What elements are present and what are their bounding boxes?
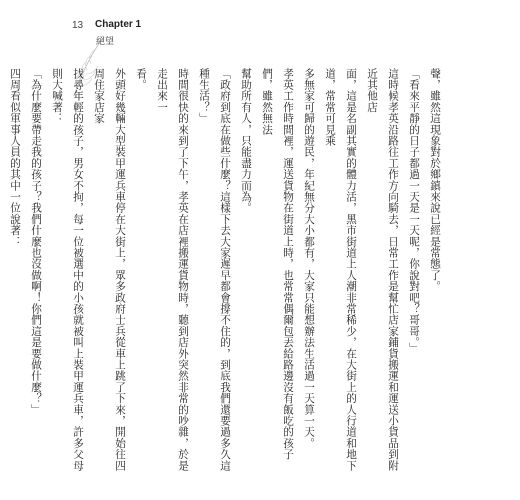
text-column: 找尋年輕的孩子，男女不拘，每一位被選中的小孩就被叫上裝甲運兵車，許多父母則大喊著： bbox=[51, 68, 84, 472]
page-number: 13 bbox=[72, 20, 84, 31]
text-column: 聲，雖然這現象對於鄉鎮來說已經是常態了。 bbox=[429, 68, 441, 292]
text-column: 幫助所有人，只能盡力而為。 bbox=[240, 68, 252, 214]
text-column: 「為什麼要帶走我的孩子？我們什麼也沒做啊！你們這是要做什麼？」 bbox=[30, 68, 42, 416]
text-column: 面，這是名副其實的體力活，黑市街道上人潮非常稀少，在大街上的人行道和地下道，常常可見乘 bbox=[324, 68, 357, 472]
text-column: 看。 bbox=[135, 68, 147, 91]
body-text bbox=[9, 68, 445, 478]
chapter-subtitle: 絕望 bbox=[96, 37, 115, 47]
text-column: 「政府到底在做些什麼？這樣下去大家遲早都會撐不住的，到底我們還要過多久這種生活？」 bbox=[198, 68, 231, 472]
text-column: 四周看似軍事人員的其中一位說著： bbox=[9, 68, 21, 248]
text-column: 多無家可歸的遊民，年紀無分大小都有，大家只能想辦法生活過一天算一天。 bbox=[303, 68, 315, 449]
text-column: 外頭好幾輛大型裝甲運兵車停在大街上，眾多政府士兵從車上跳了下來，開始往四周住家店家 bbox=[93, 68, 126, 472]
text-column: 這時候孝英沿路往工作方向騎去，日常工作是幫忙店家鋪貨搬運和運送小貨品到附近其他店 bbox=[366, 68, 399, 472]
text-column: 「看來平靜的日子都過一天是一天呢，你說對吧？哥哥。」 bbox=[408, 68, 420, 354]
chapter-label: Chapter 1 bbox=[95, 19, 142, 30]
text-column: 孝英工作時間裡，運送貨物在街道上時，也常常偶爾包丟給路邊沒有飯吃的孩子們，雖然無法 bbox=[261, 68, 294, 460]
text-column: 時間很快的來到了下午，孝英在店裡搬運貨物時，聽到店外突然非常的吵雜，於是走出來一 bbox=[156, 68, 189, 472]
